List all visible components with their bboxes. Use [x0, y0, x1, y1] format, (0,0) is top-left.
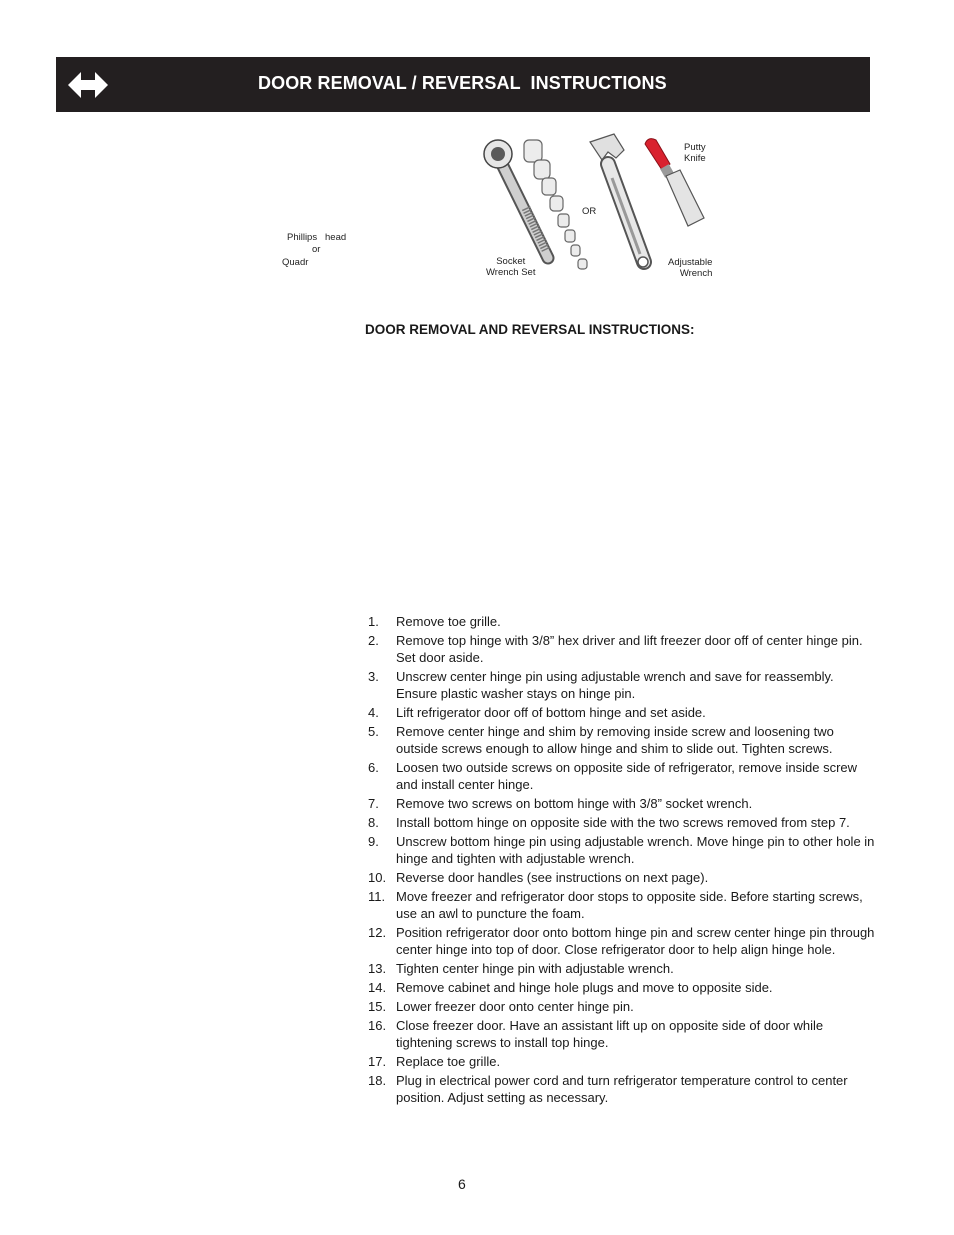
or-label: OR [582, 206, 597, 217]
step-item [368, 723, 878, 757]
step-number: 2. [368, 633, 379, 648]
step-number: 3. [368, 669, 379, 684]
step-text: Loosen two outside screws on opposite side of refrigerator, remove inside screw and install center hinge. [396, 760, 858, 792]
page-title: DOOR REMOVAL / REVERSAL INSTRUCTIONS [258, 73, 667, 93]
step-number: 15. [368, 999, 387, 1014]
step-item [368, 1072, 878, 1106]
step-text: Unscrew center hinge pin using adjustable wrench and save for reassembly. Ensure plastic washer stays on hinge pin. [396, 669, 834, 701]
step-number: 7. [368, 796, 379, 811]
page-number: 6 [458, 1176, 466, 1192]
step-item [368, 632, 878, 666]
step-text: Lower freezer door onto center hinge pin. [396, 999, 634, 1014]
step-item [368, 759, 878, 793]
step-number: 10. [368, 870, 387, 885]
step-number: 12. [368, 925, 387, 940]
step-text: Unscrew bottom hinge pin using adjustable wrench. Move hinge pin to other hole in hinge and tighten with adjustable wrench. [396, 834, 875, 866]
step-item [368, 1053, 878, 1070]
step-number: 11. [368, 889, 386, 904]
putty-knife-label: Putty Knife [684, 142, 706, 164]
step-text: Remove two screws on bottom hinge with 3/8” socket wrench. [396, 796, 753, 811]
step-text: Reverse door handles (see instructions on next page). [396, 870, 709, 885]
tools-figure [470, 130, 730, 280]
quadr-label: Quadr [282, 257, 309, 268]
step-text: Remove center hinge and shim by removing inside screw and loosening two outside screws enough to allow hinge and shim to slide out. Tighten screws. [396, 724, 834, 756]
or-label-small: or [312, 244, 321, 255]
step-text: Install bottom hinge on opposite side with the two screws removed from step 7. [396, 815, 850, 830]
step-number: 5. [368, 724, 379, 739]
step-text: Tighten center hinge pin with adjustable wrench. [396, 961, 674, 976]
step-item [368, 1017, 878, 1051]
step-number: 14. [368, 980, 387, 995]
step-number: 16. [368, 1018, 387, 1033]
step-text: Plug in electrical power cord and turn refrigerator temperature control to center position. Adjust setting as necessary. [396, 1073, 848, 1105]
step-item [368, 833, 878, 867]
step-text: Remove toe grille. [396, 614, 501, 629]
step-item [368, 998, 878, 1015]
step-text: Replace toe grille. [396, 1054, 501, 1069]
step-number: 9. [368, 834, 379, 849]
step-number: 4. [368, 705, 379, 720]
header-bar [56, 57, 870, 112]
step-item [368, 795, 878, 812]
step-number: 8. [368, 815, 379, 830]
adjustable-wrench-label: Adjustable Wrench [668, 257, 713, 279]
step-item [368, 668, 878, 702]
step-item [368, 924, 878, 958]
step-number: 17. [368, 1054, 387, 1069]
step-text: Remove top hinge with 3/8” hex driver and lift freezer door off of center hinge pin. Set door aside. [396, 633, 863, 665]
double-arrow-icon [68, 70, 108, 100]
step-text: Lift refrigerator door off of bottom hinge and set aside. [396, 705, 706, 720]
step-text: Remove cabinet and hinge hole plugs and move to opposite side. [396, 980, 773, 995]
step-text: Close freezer door. Have an assistant lift up on opposite side of door while tightening screws to install top hinge. [396, 1018, 824, 1050]
step-text: Position refrigerator door onto bottom hinge pin and screw center hinge pin through center hinge into top of door. Close refrigerator door to help align hinge hole. [396, 925, 875, 957]
step-item [368, 960, 878, 977]
step-item [368, 888, 878, 922]
step-number: 13. [368, 961, 387, 976]
step-number: 18. [368, 1073, 387, 1088]
step-item [368, 869, 878, 886]
step-item [368, 613, 878, 630]
step-text: Move freezer and refrigerator door stops to opposite side. Before starting screws, use an awl to puncture the foam. [396, 889, 863, 921]
socket-wrench-label: Socket Wrench Set [486, 256, 536, 278]
step-number: 1. [368, 614, 379, 629]
step-item [368, 979, 878, 996]
section-heading: DOOR REMOVAL AND REVERSAL INSTRUCTIONS: [365, 322, 695, 337]
step-item [368, 814, 878, 831]
steps-list [368, 613, 878, 1108]
step-item [368, 704, 878, 721]
sockets-illustration [524, 140, 587, 269]
step-number: 6. [368, 760, 379, 775]
phillips-label: Phillips head [287, 232, 347, 243]
